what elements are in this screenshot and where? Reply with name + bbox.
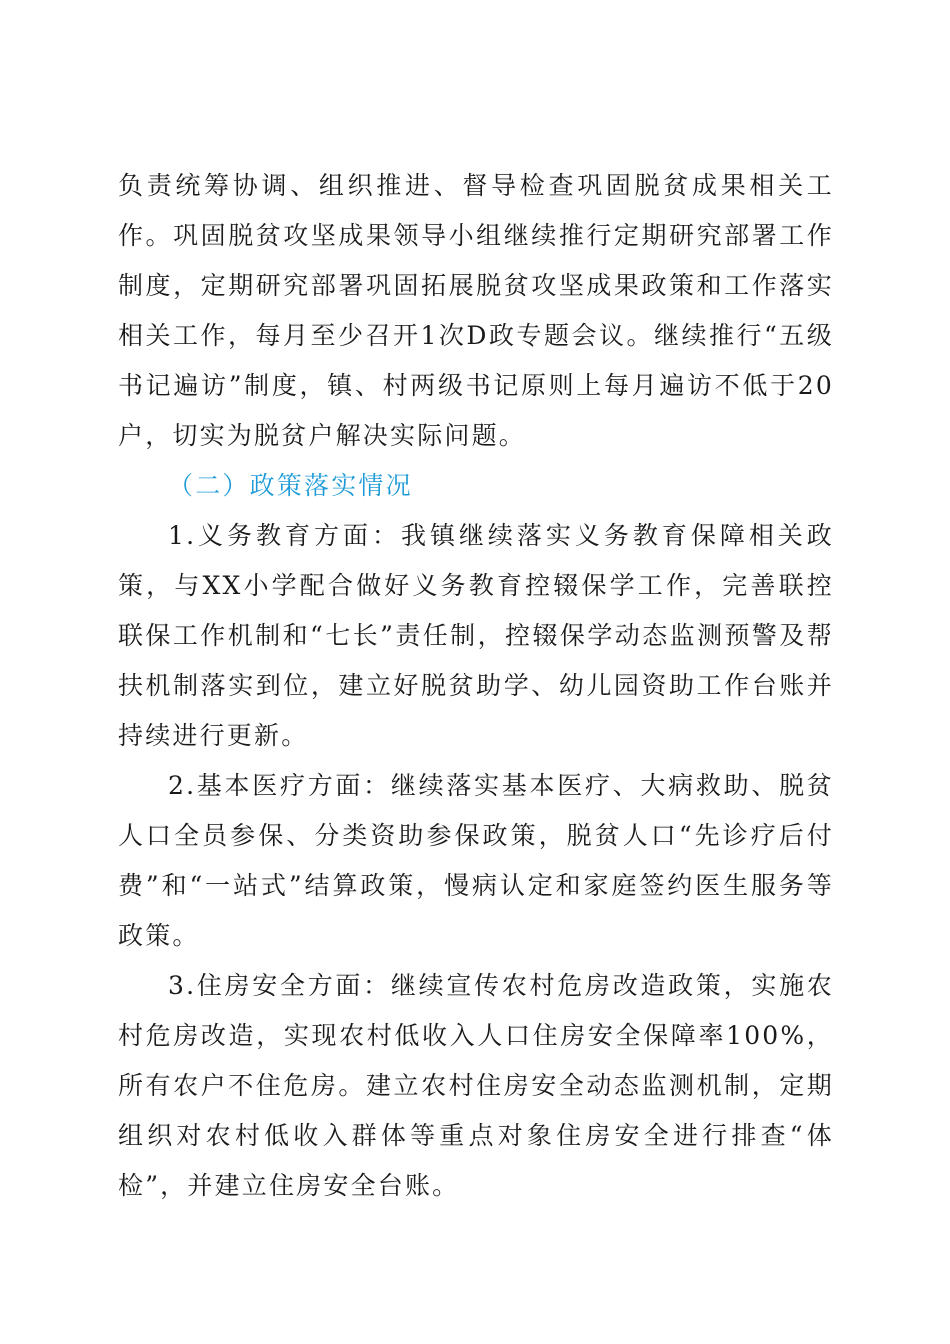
- section-heading-policy-implementation: （二）政策落实情况: [168, 471, 413, 500]
- paragraph-basic-medical: 2.基本医疗方面：继续落实基本医疗、大病救助、脱贫人口全员参保、分类资助参保政策，脱贫人口“先诊疗后付费”和“一站式”结算政策，慢病认定和家庭签约医生服务等政策。: [118, 771, 834, 950]
- paragraph-responsibility: 负责统筹协调、组织推进、督导检查巩固脱贫成果相关工作。巩固脱贫攻坚成果领导小组继续推行定期研究部署工作制度，定期研究部署巩固拓展脱贫攻坚成果政策和工作落实相关工作，每月至少召开1次D政专题会议。继续推行“五级书记遍访”制度，镇、村两级书记原则上每月遍访不低于20户，切实为脱贫户解决实际问题。: [118, 171, 834, 450]
- document-body: [118, 161, 834, 1211]
- paragraph-housing-safety: 3.住房安全方面：继续宣传农村危房改造政策，实施农村危房改造，实现农村低收入人口住房安全保障率100%，所有农户不住危房。建立农村住房安全动态监测机制，定期组织对农村低收入群体等重点对象住房安全进行排查“体检”，并建立住房安全台账。: [118, 971, 834, 1200]
- paragraph-compulsory-education: 1.义务教育方面：我镇继续落实义务教育保障相关政策，与XX小学配合做好义务教育控辍保学工作，完善联控联保工作机制和“七长”责任制，控辍保学动态监测预警及帮扶机制落实到位，建立好脱贫助学、幼儿园资助工作台账并持续进行更新。: [118, 521, 834, 750]
